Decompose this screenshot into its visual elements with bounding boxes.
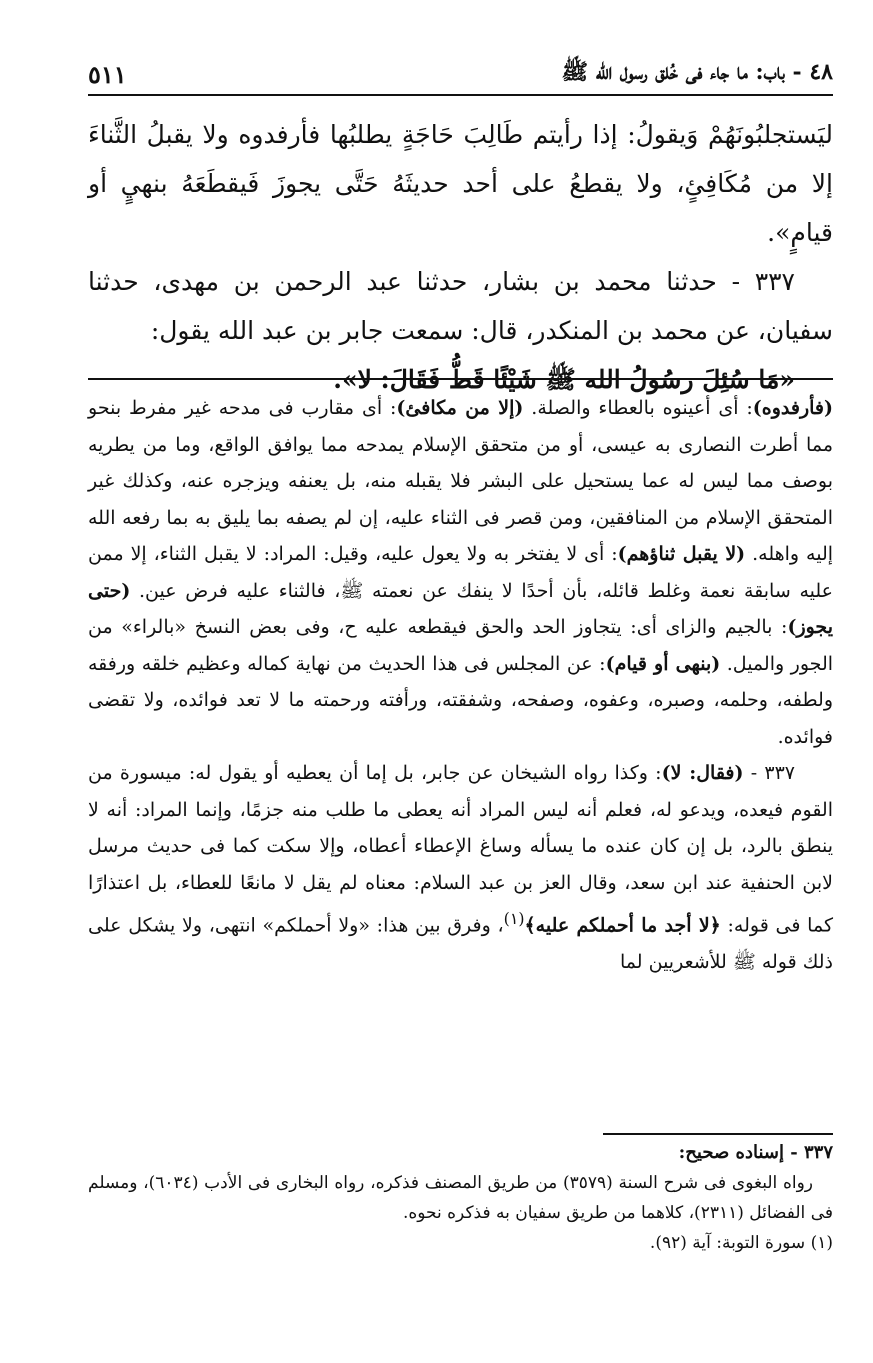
commentary-term: (حتى يجوز) <box>88 579 833 638</box>
page-number: ٥١١ <box>88 59 127 89</box>
hadith-isnad: ٣٣٧ - حدثنا محمد بن بشار، حدثنا عبد الرحمن بن مهدى، حدثنا سفيان، عن محمد بن المنكدر، قال: سمعت جابر بن عبد الله يقول: <box>88 267 833 345</box>
commentary-text: : عن المجلس فى هذا الحديث من نهاية كماله وعظيم خلقه ورفقه ولطفه، وحلمه، وصبره، وعفوه، وصفحه، وشفقته، ورأفته ورحمته ما لا تعد فوائده، ولا تقضى فوائده. <box>88 652 833 748</box>
commentary <box>88 390 833 980</box>
commentary-term: (فقال: لا) <box>661 762 744 784</box>
commentary-term: (لا يقبل ثناؤهم) <box>617 543 746 565</box>
commentary-text: : وكذا رواه الشيخان عن جابر، بل إما أن يعطيه أو يقول له: ميسورة من القوم فيعده، ويدعو له، فعلم أنه ليس المراد أنه يعطى ما طلب منه جزمًا، وإنما المراد: أنه لا ينطق بالرد، بل إن كان عنده ما يسأله وساغ الإعطاء أعطاه، وإلا سكت كما فى حديث مرسل لابن الحنفية عند ابن سعد، وقال العز بن عبد السلام: معناه لم يقل لا مانعًا للعطاء، بل اعتذارًا كما فى قوله: <box>88 762 833 937</box>
takhrij-text: رواه البغوى فى شرح السنة (٣٥٧٩) من طريق المصنف فذكره، رواه البخارى فى الأدب (٦٠٣٤)، ومسلم فى الفضائل (٢٣١١)، كلاهما من طريق سفيان به فذكره نحوه. <box>88 1173 833 1223</box>
commentary-number: ٣٣٧ - <box>743 762 796 784</box>
hadith-continuation: ليَستجلبُونَهُمْ وَيقولُ: إذا رأيتم طَالِبَ حَاجَةٍ يطلبُها فأرفدوه ولا يقبلُ الثَّناءَ إلا من مُكَافِئٍ، ولا يقطعُ على أحد حديثَهُ حَتَّى يجوزَ فَيقطَعَهُ بنهيٍ أو قيامٍ». <box>88 120 833 247</box>
section-divider <box>88 378 833 380</box>
commentary-text: : أى لا يفتخر به ولا يعول عليه، وقيل: المراد: لا يقبل الثناء، إلا ممن عليه سابقة نعمة وغلط قائله، بأن أحدًا لا ينفك عن نعمته ﷺ، فالثناء عليه فرض عين. <box>88 543 833 602</box>
hadith-text <box>88 110 833 404</box>
commentary-text: : أى مقارب فى مدحه غير مفرط بنحو مما أطرت النصارى به عيسى، أو من متحقق الإسلام يمدحه مما يوافق الواقع، وما من يطريه بوصف مما ليس له عما يستحيل على البشر فلا يقبله منه، بل يعنفه ويزجره عنه، وكذلك غير المتحقق الإسلام من المنافقين، ومن قصر فى الثناء عليه، إن لم يصفه بما يليق به بما رفعه الله إليه واهله. <box>88 397 834 565</box>
commentary-text: : أى أعينوه بالعطاء والصلة. <box>523 397 753 419</box>
commentary-text: : بالجيم والزاى أى: يتجاوز الحد والحق فيقطعه عليه ح، وفى بعض النسخ «بالراء» من الجور والميل. <box>88 616 834 675</box>
hadith-matn: «مَا سُئِلَ رسُولُ الله ﷺ شَيْئًا قَطُّ فَقَالَ: لا». <box>333 365 795 394</box>
chapter-title: ٤٨ - باب: ما جاء فى خُلق رسول الله ﷺ <box>561 59 833 85</box>
commentary-text: ، وفرق بين هذا: «ولا أحملكم» انتهى، ولا يشكل على ذلك قوله ﷺ للأشعريين لما <box>88 914 833 973</box>
quran-quote: ﴿لا أجد ما أحملكم عليه﴾ <box>524 914 721 937</box>
footnote-1: (١) سورة التوبة: آية (٩٢). <box>649 1233 833 1253</box>
commentary-paragraph <box>88 390 833 755</box>
commentary-term: (إلا من مكافئ) <box>396 397 524 419</box>
takhrij-heading: ٣٣٧ - إسناده صحيح: <box>678 1142 833 1163</box>
page-header <box>88 54 833 96</box>
footnote-ref: (١) <box>503 909 525 928</box>
footnote-divider <box>603 1133 833 1135</box>
commentary-term: (بنهى أو قيام) <box>605 652 721 675</box>
footnotes <box>88 1138 833 1258</box>
commentary-paragraph <box>88 755 833 980</box>
commentary-term: (فأرفدوه) <box>752 397 833 419</box>
